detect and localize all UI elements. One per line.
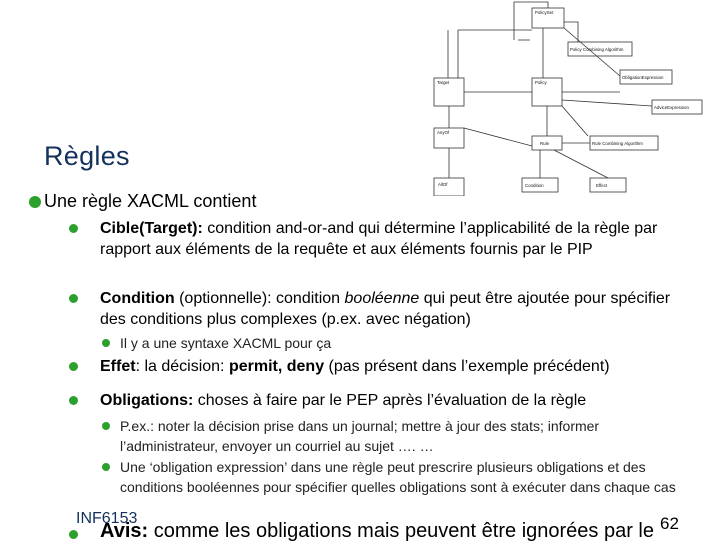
diagram-box-label: Target: [437, 80, 450, 85]
diagram-box-label: Policy Combining Algorithm: [570, 47, 624, 52]
target-text: [100, 218, 690, 260]
bullet-icon: [69, 396, 78, 405]
obligations-label: Obligations:: [100, 392, 194, 409]
diagram-box-label: ObligationExpression: [622, 75, 664, 80]
effect-text-part: : la décision:: [135, 358, 229, 375]
bullet-icon: [69, 294, 78, 303]
advice-label: Avis:: [100, 520, 149, 542]
xacml-uml-diagram: [418, 0, 720, 196]
bullet-icon: [69, 530, 78, 539]
obligations-sub-text: Une ‘obligation expression’ dans une règle peut prescrire plusieurs obligations et des conditions booléennes pour spécifier quelles obligations sont à exécuter dans chaque cas: [120, 459, 676, 495]
intro-text: Une règle XACML contient: [44, 191, 257, 211]
obligations-text-part: choses à faire par le PEP après l’évaluation de la règle: [193, 392, 587, 409]
condition-text-part: qui peut être ajoutée pour spécifier des conditions plus complexes (p.ex. avec négation): [100, 290, 671, 328]
condition-sub-text: Il y a une syntaxe XACML pour ça: [120, 335, 332, 351]
target-description: condition and-or-and qui détermine l’applicabilité de la règle par rapport aux éléments de la requête et aux éléments fournis par le PIP: [100, 220, 658, 258]
diagram-box-label: Rule: [540, 141, 550, 146]
advice-text-part: comme les obligations mais peuvent être ignorées par le: [148, 520, 654, 542]
condition-text-part: (optionnelle): condition: [174, 290, 345, 307]
diagram-box-label: AllOf: [438, 182, 448, 187]
obligations-sub-text: P.ex.: noter la décision prise dans un journal; mettre à jour des stats; informer l’administrateur, envoyer un courriel au sujet …. …: [120, 418, 600, 454]
bullet-icon: [102, 339, 110, 347]
effect-text-part: (pas présent dans l’exemple précédent): [324, 358, 610, 375]
condition-text: [100, 288, 690, 330]
diagram-box-label: Condition: [525, 183, 544, 188]
course-code: INF6153: [76, 510, 138, 527]
condition-label: Condition: [100, 290, 175, 307]
diagram-box-label: Rule Combining Algorithm: [592, 141, 643, 146]
page-number: 62: [660, 514, 679, 533]
effect-values: permit, deny: [228, 358, 325, 375]
bullet-icon: [102, 463, 110, 471]
bullet-icon: [69, 362, 78, 371]
bullet-icon: [69, 224, 78, 233]
slide-title: Règles: [44, 141, 130, 171]
bullet-icon: [29, 196, 41, 208]
diagram-box-label: Policy: [535, 80, 547, 85]
bullet-icon: [102, 422, 110, 430]
diagram-box-label: Effect: [596, 183, 608, 188]
obligations-text: [100, 390, 690, 411]
diagram-box-label: AdviceExpression: [654, 105, 689, 110]
condition-italic: booléenne: [344, 290, 420, 307]
effect-text: [100, 356, 690, 377]
diagram-box-label: PolicySet: [535, 10, 554, 15]
diagram-box-label: AnyOf: [437, 130, 450, 135]
target-label: Cible(Target):: [100, 220, 203, 237]
effect-label: Effet: [100, 358, 136, 375]
